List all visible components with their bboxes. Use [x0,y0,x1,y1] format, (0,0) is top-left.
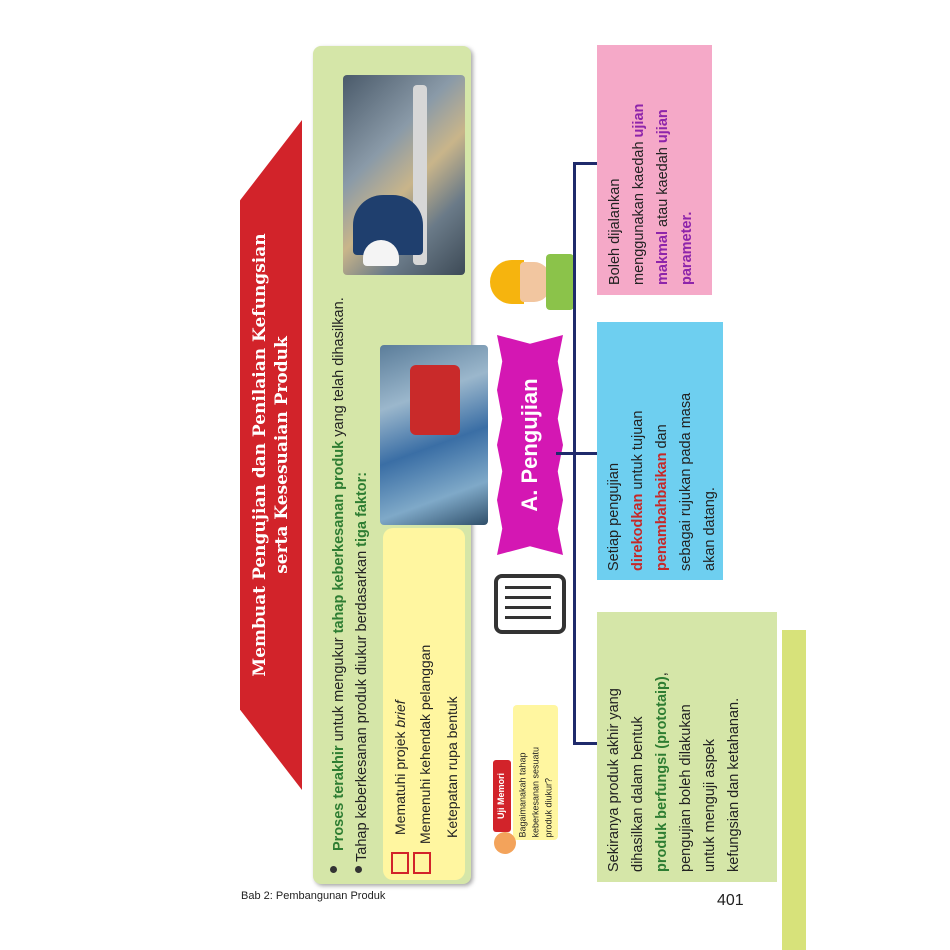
connector-label [556,452,574,455]
blue-line-2: direkodkan untuk tujuan [630,410,646,571]
bullet-2-text: Tahap keberkesanan produk diukur berdasarkan tiga faktor: [354,471,370,862]
factor-1: Mematuhi projek brief [392,700,408,835]
page-edge-tab [782,630,806,950]
uji-question-line-2: keberkesanan sesuatu [530,746,541,838]
bullet-dot-1 [330,866,337,873]
uji-question-line-1: Bagaimanakah tahap [517,752,528,838]
page-number: 401 [717,892,744,909]
pink-line-2: menggunakan kaedah ujian [631,103,647,285]
bullet-dot-2 [355,866,362,873]
page-title [240,155,302,755]
lab-photo [380,345,488,525]
chapter-footer: Bab 2: Pembangunan Produk [241,890,386,902]
blue-line-1: Setiap pengujian [606,462,622,571]
pink-line-4: parameter. [679,211,695,285]
title-line-2: serta Kesesuaian Produk [272,336,292,574]
factor-2: Memenuhi kehendak pelanggan [417,644,433,844]
blue-line-4: sebagai rujukan pada masa [678,392,694,571]
worker-shirt-icon [546,254,574,310]
blue-line-5: akan datang. [702,487,718,571]
title-line-1: Membuat Pengujian dan Penilaian Kefungsian [250,233,270,677]
factor-3: Ketepatan rupa bentuk [444,696,460,838]
bullet-1-text: Proses terakhir untuk mengukur tahap keberkesanan produk yang telah dihasilkan. [331,297,347,851]
pink-line-3: makmal atau kaedah ujian [655,109,671,285]
green-line-3: produk berfungsi (prototaip), [654,672,670,872]
blue-line-3: penambahbaikan dan [654,424,670,571]
mascot-icon [494,832,516,854]
connector-blue [573,452,599,455]
pink-line-1: Boleh dijalankan [607,178,623,285]
uji-question-line-3: produk diukur? [543,777,554,838]
green-line-1: Sekiranya produk akhir yang [606,688,622,872]
worker-helmet-icon [490,260,524,304]
green-line-6: kefungsian dan ketahanan. [726,697,742,872]
checklist-icon [494,574,566,634]
worker-photo [343,75,465,275]
green-line-5: untuk menguji aspek [702,739,718,872]
green-line-4: pengujian boleh dilakukan [678,704,694,872]
factor-marker-1 [391,852,409,874]
connector-pink [573,162,599,165]
uji-memori-label: Uji Memori [496,773,506,820]
factor-marker-2 [413,852,431,874]
connector-green [573,742,599,745]
green-line-2: dihasilkan dalam bentuk [630,716,646,872]
section-label: A. Pengujian [517,378,542,512]
